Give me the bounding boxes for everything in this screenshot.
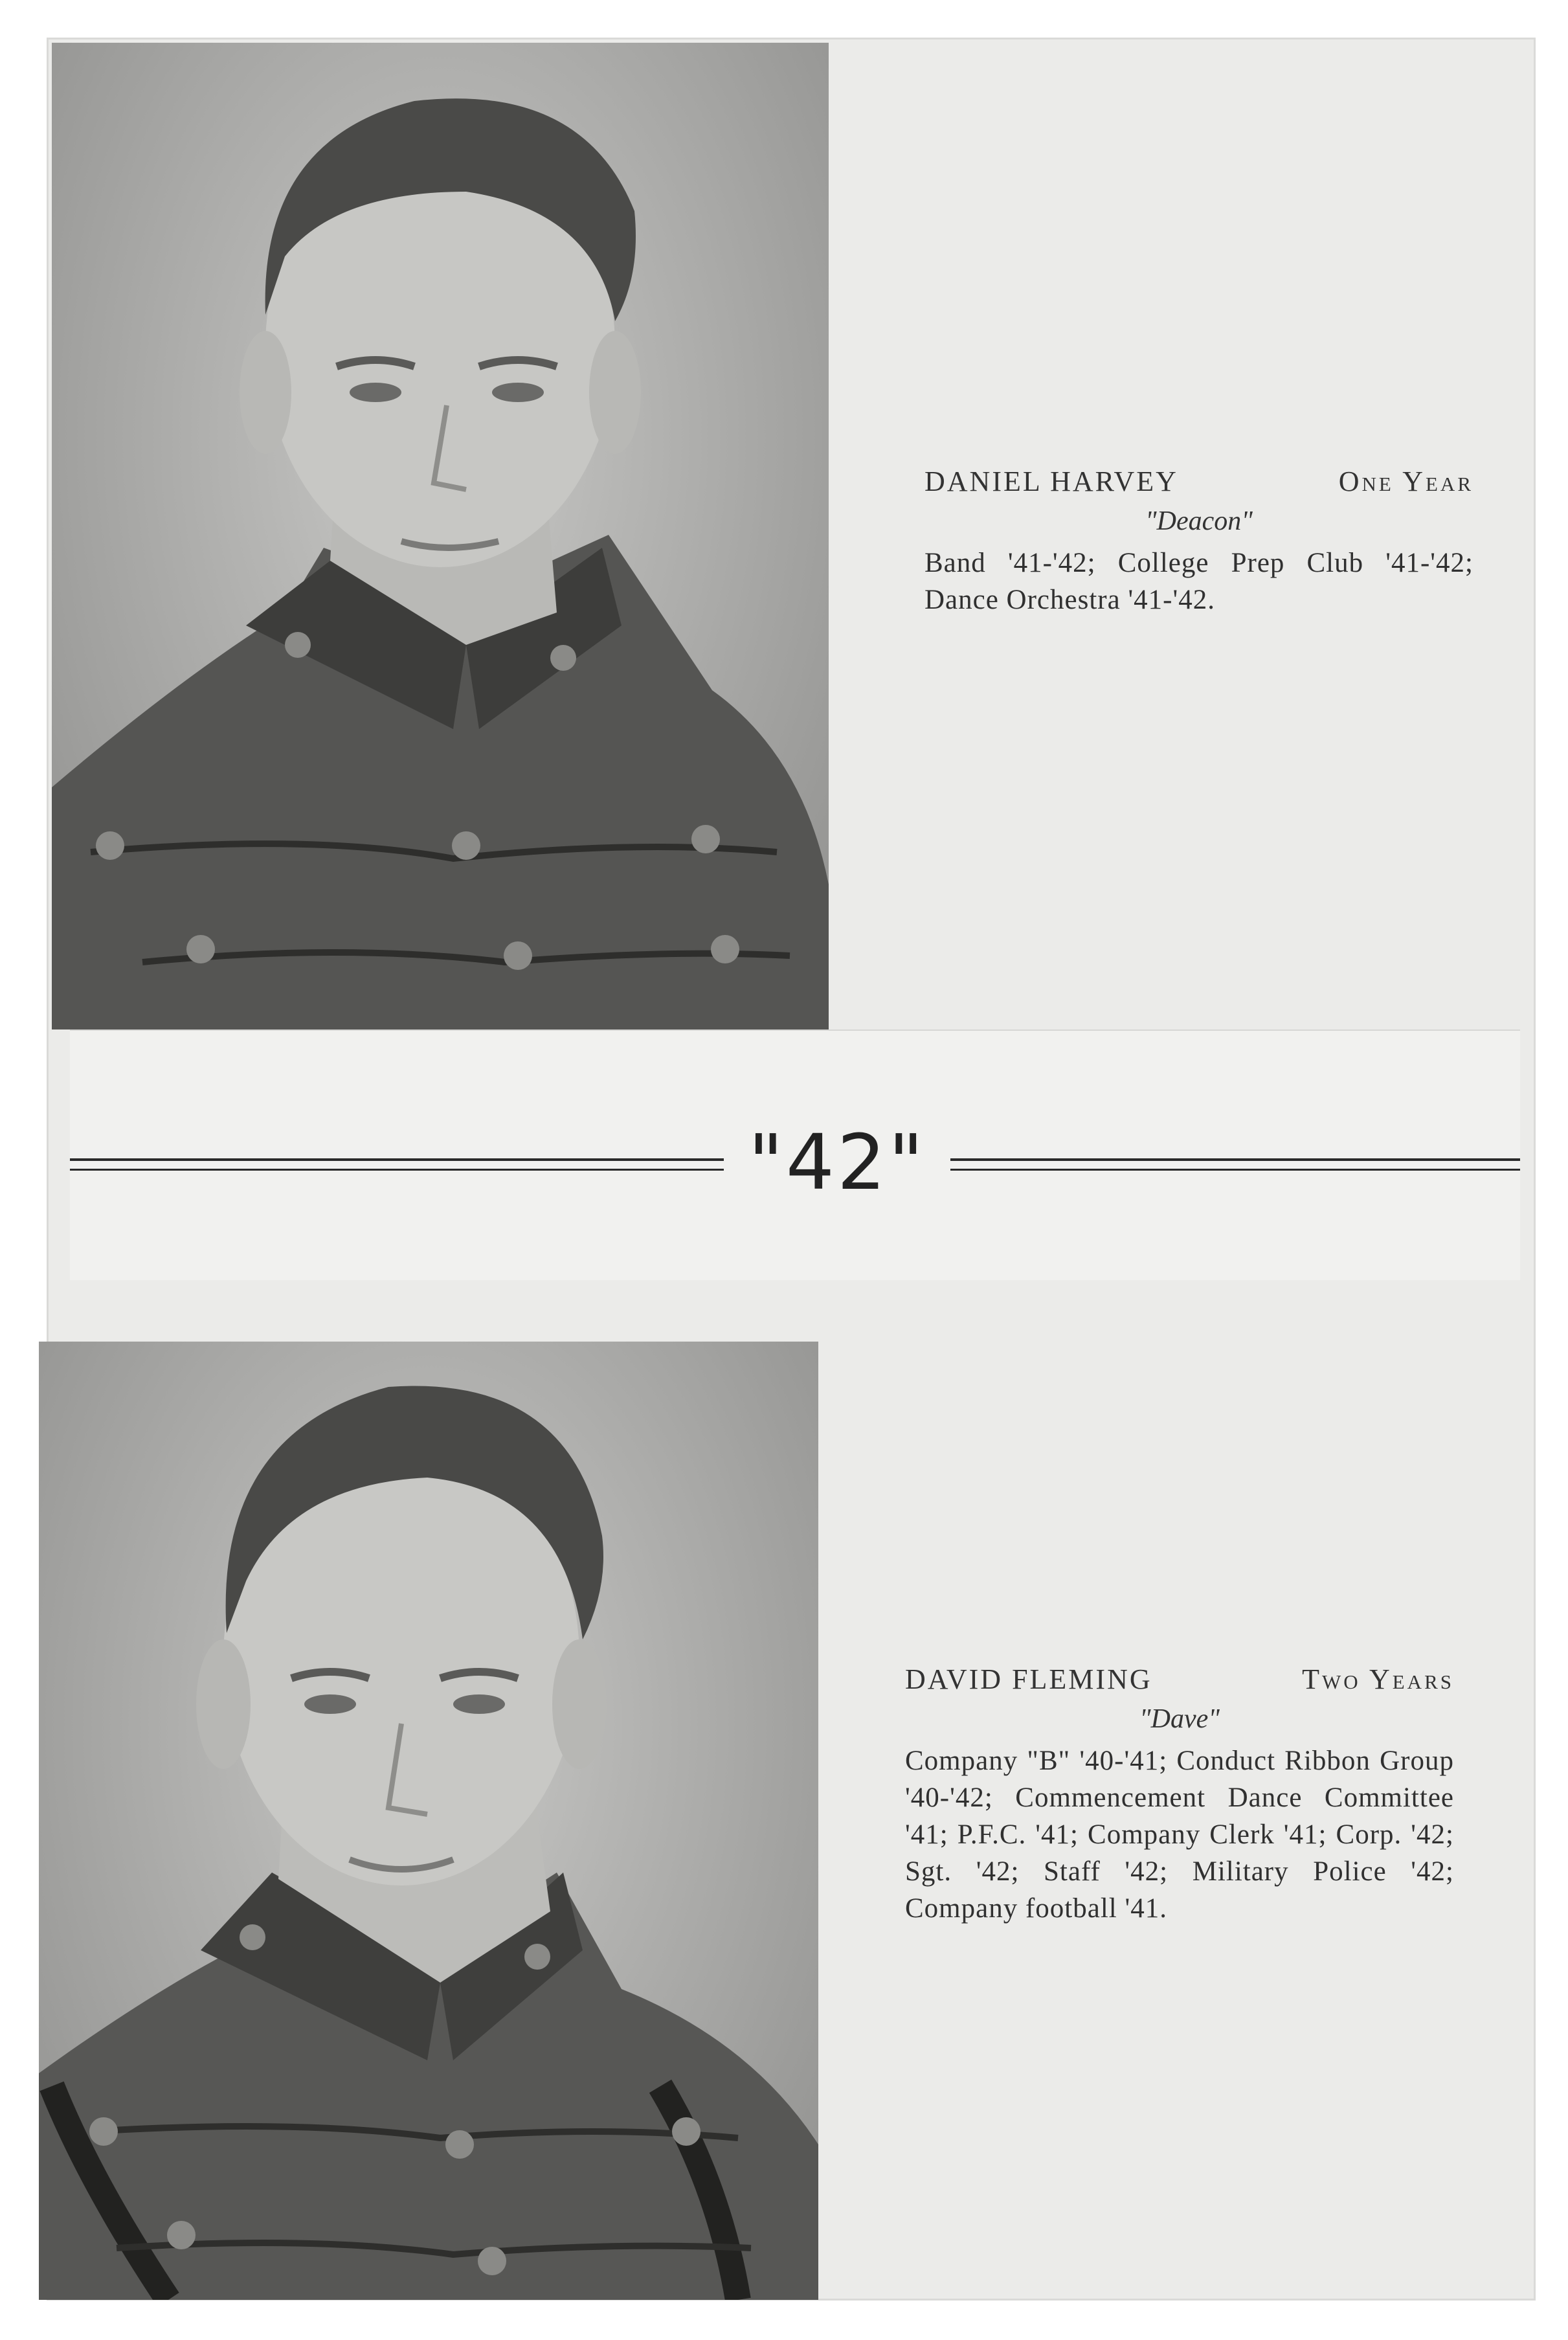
student-name: DAVID FLEMING [905,1663,1152,1695]
student-name: DANIEL HARVEY [924,466,1178,497]
class-year-divider [70,1118,1520,1207]
divider-rule-right [950,1158,1520,1171]
years-attended: One Year [1338,466,1473,497]
student-activities: Band '41-'42; College Prep Club '41-'42; Dance Orchestra '41-'42. [924,548,1473,615]
years-attended: Two Years [1302,1663,1454,1695]
class-year-label: "42" [748,1118,926,1207]
entry-header [905,1663,1454,1696]
student-nickname: "Deacon" [1145,506,1253,536]
portrait-photo-david-fleming [39,1342,818,2300]
student-nickname: "Dave" [1139,1704,1220,1734]
entry-header [924,465,1473,498]
divider-rule-left [70,1158,724,1171]
portrait-photo-daniel-harvey [52,43,829,1029]
entry-david-fleming [905,1663,1454,1927]
student-activities: Company "B" '40-'41; Conduct Ribbon Group '40-'42; Commencement Dance Committee '41; P.F.C. '41; Company Clerk '41; Corp. '42; Sgt. '42; Staff '42; Military Police '42; Company football '41. [905,1746,1454,1924]
entry-daniel-harvey [924,465,1473,618]
